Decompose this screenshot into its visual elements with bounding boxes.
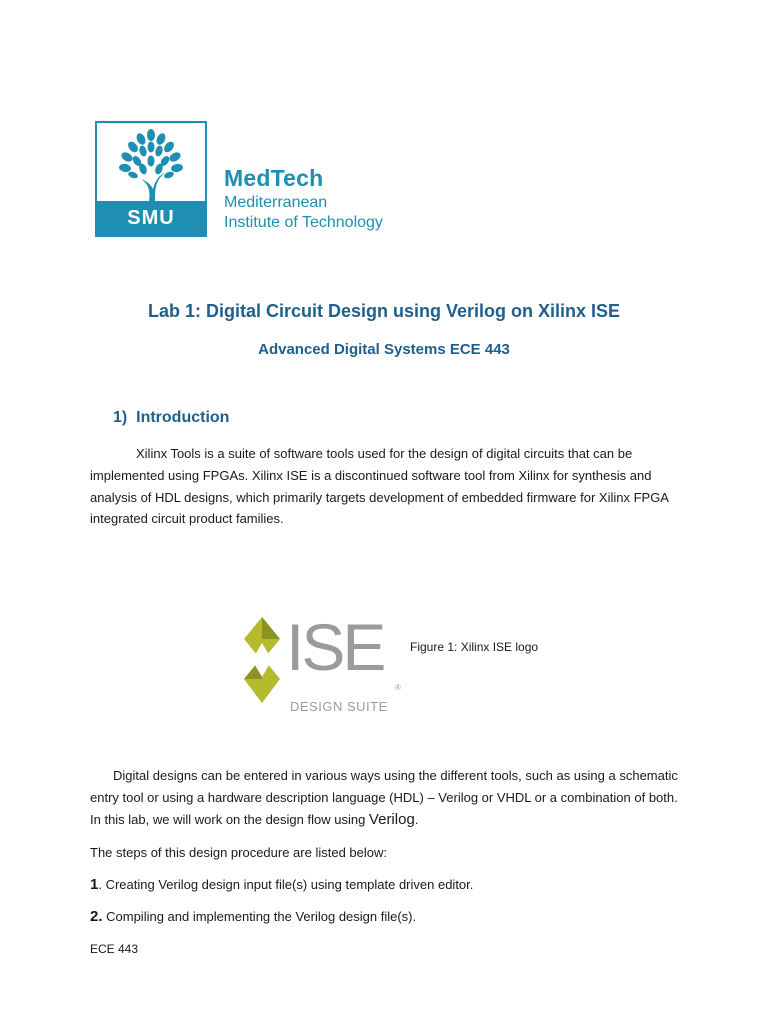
design-end: . (414, 811, 419, 827)
design-suite-text: DESIGN SUITE (290, 699, 388, 714)
intro-paragraph (90, 443, 680, 530)
steps-intro: The steps of this design procedure are listed below: (90, 845, 388, 860)
registered-mark: ® (395, 683, 401, 692)
step-2-text: Compiling and implementing the Verilog design file(s). (102, 909, 417, 924)
step-1-number: 1 (90, 876, 99, 893)
tree-icon (97, 123, 205, 203)
ise-wordmark: ISE (286, 610, 384, 684)
step-2-number: 2. (90, 908, 103, 925)
figure-caption: Figure 1: Xilinx ISE logo (410, 640, 539, 654)
verilog-emphasis: Verilog (368, 810, 415, 828)
smu-label: SMU (97, 201, 205, 235)
brand-subtitle-line-1: Mediterranean (224, 194, 328, 211)
brand-subtitle-line-2: Institute of Technology (224, 214, 383, 231)
intro-text: Xilinx Tools is a suite of software tools used for the design of digital circuits that can be implemented using FPGAs. Xilinx ISE is a discontinued software tool from Xilinx for synthesis and analysis of HDL designs, which primarily targets development of embedded firmware for Xilinx FPGA integrated circuit product families. (90, 446, 669, 527)
brand-name: MedTech (224, 165, 324, 191)
page-footer: ECE 443 (90, 942, 139, 956)
step-1 (90, 876, 473, 893)
smu-logo (95, 121, 207, 237)
step-2 (90, 908, 416, 925)
design-text: Digital designs can be entered in various ways using the different tools, such as using a schematic entry tool or using a hardware description language (HDL) – Verilog or VHDL or a combination of both. In this lab, we will work on the design flow using (90, 768, 678, 827)
ise-diamond-icon (242, 617, 282, 703)
document-title: Lab 1: Digital Circuit Design using Verilog on Xilinx ISE (147, 301, 621, 321)
document-subtitle: Advanced Digital Systems ECE 443 (258, 341, 510, 358)
ise-logo (240, 610, 405, 715)
section-number: 1) (113, 409, 128, 426)
step-1-text: . Creating Verilog design input file(s) using template driven editor. (98, 877, 474, 892)
section-heading (113, 409, 229, 427)
design-paragraph (90, 765, 680, 830)
section-title: Introduction (136, 409, 230, 426)
